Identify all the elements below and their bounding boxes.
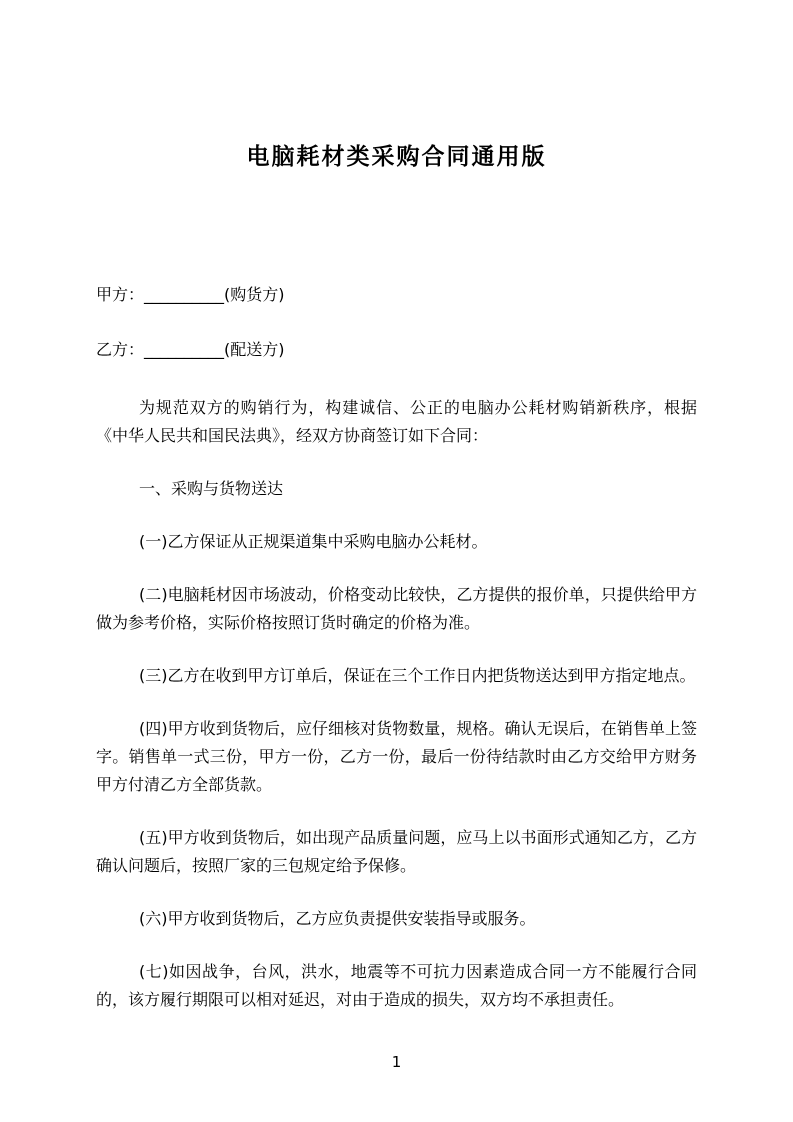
clause-1: (一)乙方保证从正规渠道集中采购电脑办公耗材。	[139, 532, 488, 551]
clause-3: (三)乙方在收到甲方订单后，保证在三个工作日内把货物送达到甲方指定地点。	[139, 666, 696, 685]
party-b-line	[96, 336, 697, 364]
party-b-blank-field: __________	[144, 340, 225, 359]
clause-6: (六)甲方收到货物后，乙方应负责提供安装指导或服务。	[139, 909, 536, 928]
document-content	[96, 0, 697, 1014]
party-a-label: 甲方：	[96, 285, 145, 304]
party-a-role: (购货方)	[224, 285, 285, 304]
clause-4: (四)甲方收到货物后，应仔细核对货物数量，规格。确认无误后，在销售单上签字。销售单一式三份，甲方一份，乙方一份，最后一份待结款时由乙方交给甲方财务甲方付清乙方全部货款。	[96, 719, 697, 794]
party-b-role: (配送方)	[224, 340, 285, 359]
clause-7: (七)如因战争，台风，洪水，地震等不可抗力因素造成合同一方不能履行合同的，该方履行期限可以相对延迟，对由于造成的损失，双方均不承担责任。	[96, 962, 697, 1009]
clause-5: (五)甲方收到货物后，如出现产品质量问题，应马上以书面形式通知乙方，乙方确认问题后，按照厂家的三包规定给予保修。	[96, 828, 697, 875]
page-number: 1	[391, 1053, 402, 1071]
section-1-heading: 一、采购与货物送达	[139, 479, 284, 498]
party-a-line	[96, 281, 697, 309]
clause-2: (二)电脑耗材因市场波动，价格变动比较快，乙方提供的报价单，只提供给甲方做为参考价格，实际价格按照订货时确定的价格为准。	[96, 585, 697, 632]
party-a-blank-field: __________	[144, 285, 225, 304]
document-title: 电脑耗材类采购合同通用版	[246, 144, 547, 170]
preamble-paragraph: 为规范双方的购销行为，构建诚信、公正的电脑办公耗材购销新秩序，根据《中华人民共和国民法典》，经双方协商签订如下合同：	[96, 398, 697, 445]
party-b-label: 乙方：	[96, 340, 145, 359]
